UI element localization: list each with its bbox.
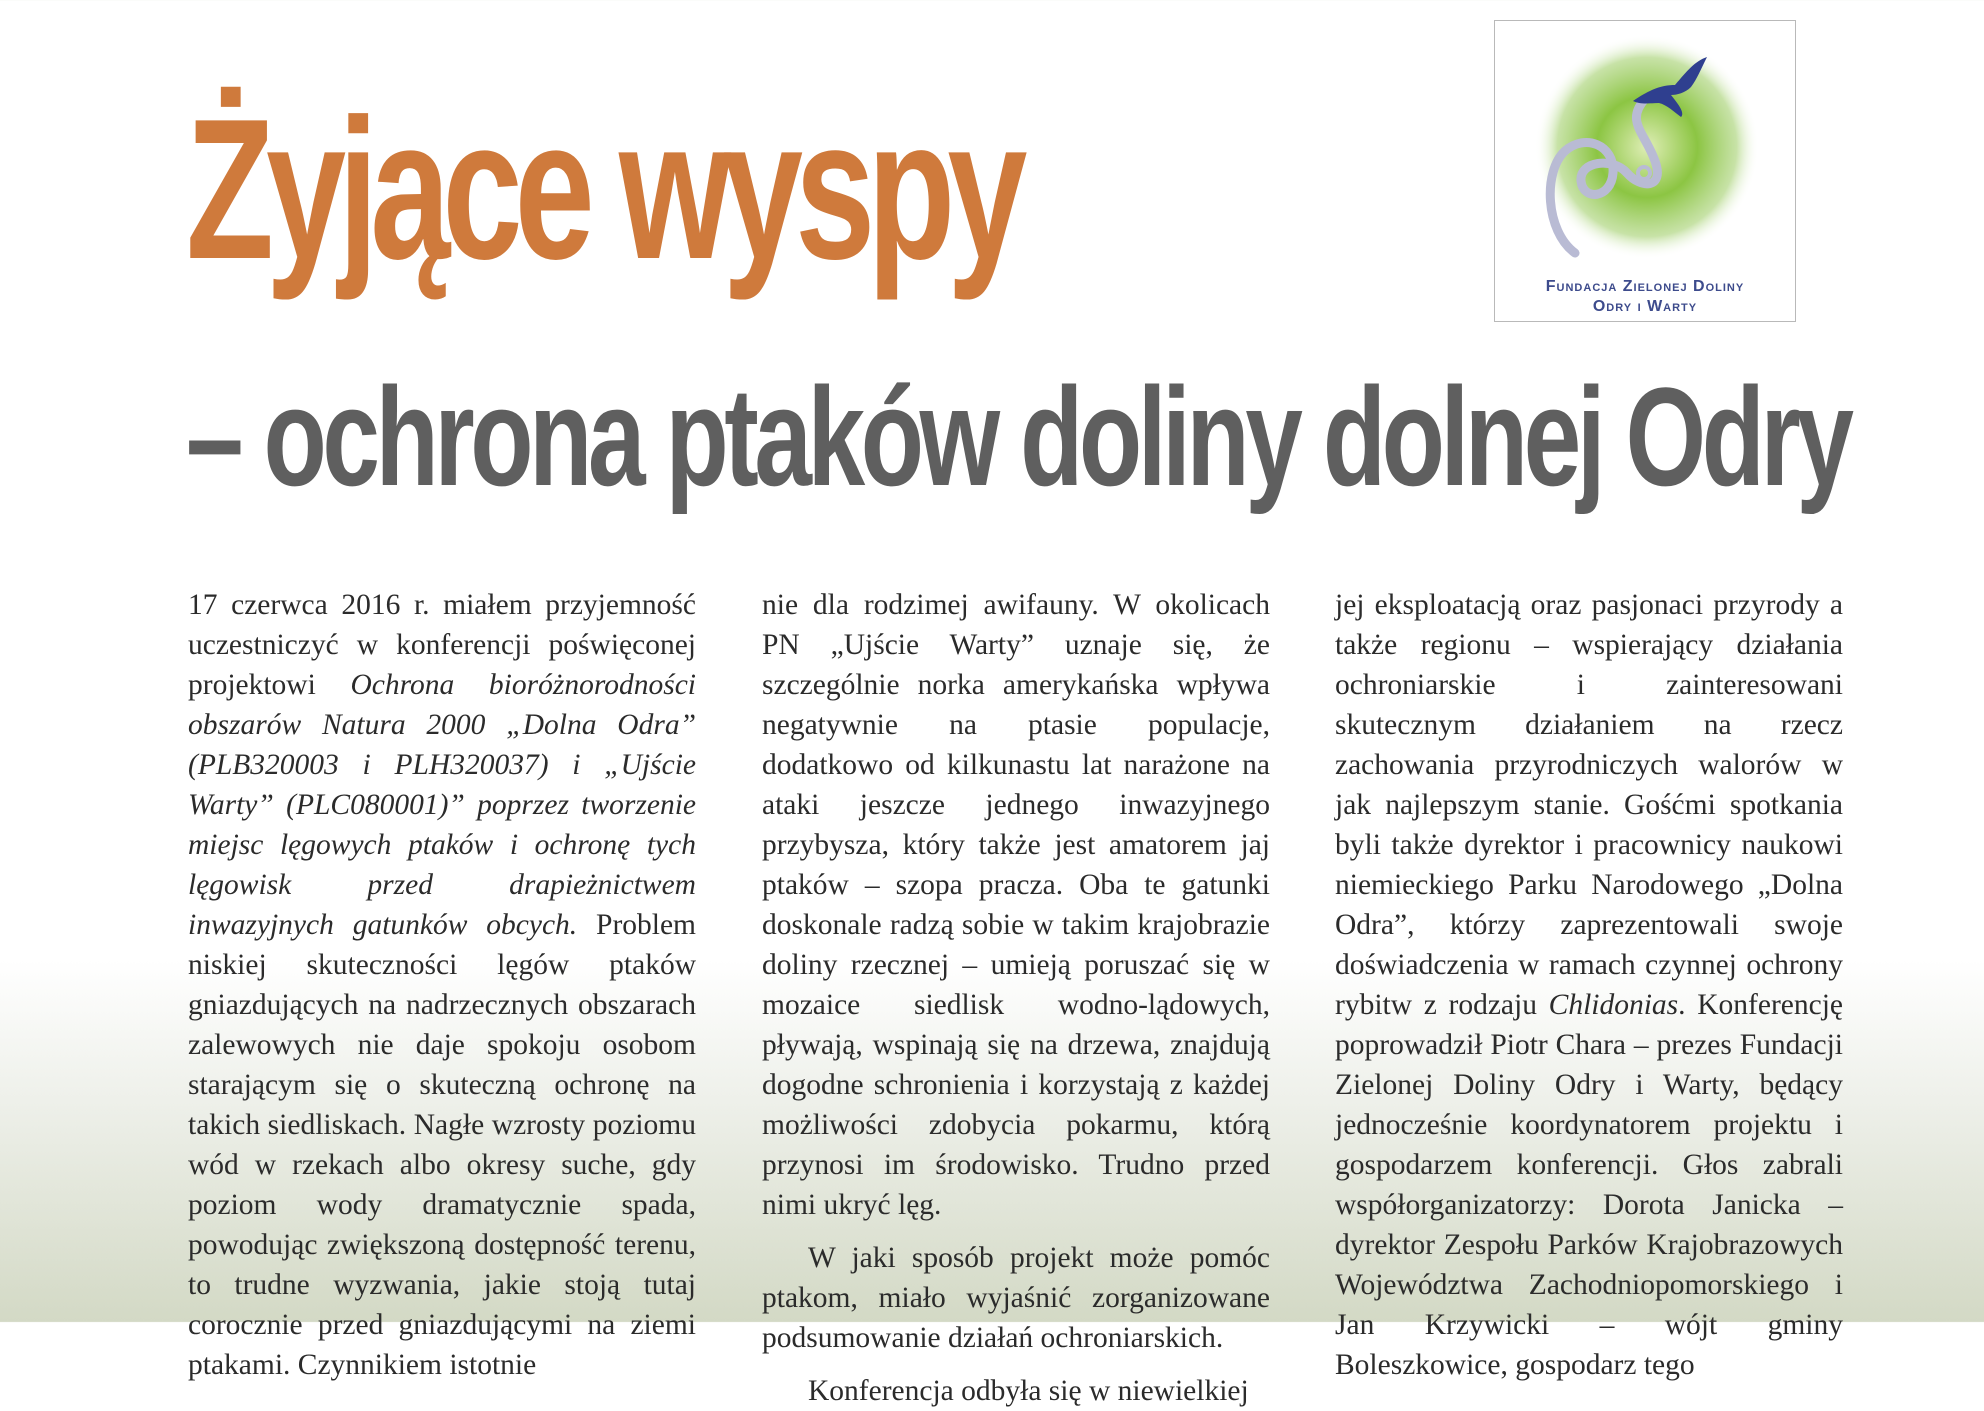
text-run: Problem niskiej skuteczności lęgów ptaków gniazdujących na nadrzecznych obszarach zalewowych nie daje spokoju osobom starającym się o skuteczną ochronę na takich siedliskach. Nagłe wzrosty poziomu wód w rzekach albo okresy suche, gdy poziom wody dramatycznie spada, powodując zwiększoną dostępność terenu, to trudne wyzwania, jakie stoją tutaj corocznie przed gniazdującymi na ziemi ptakami. Czynnikiem istotnie: [188, 909, 696, 1381]
article-column-1: [188, 585, 696, 1385]
foundation-logo: [1494, 20, 1796, 322]
article-column-2: [762, 585, 1270, 1411]
article-title: Żyjące wyspy: [186, 78, 1020, 301]
paragraph: Konferencja odbyła się w niewielkiej: [808, 1375, 1249, 1407]
article-subtitle: – ochrona ptaków doliny dolnej Odry: [186, 358, 1850, 515]
logo-text-line2: Odry i Warty: [1592, 298, 1698, 315]
species-name-italic: Chlidonias: [1548, 989, 1679, 1021]
article-column-3: [1335, 585, 1843, 1385]
paragraph: [1335, 585, 1843, 1385]
paragraph: nie dla rodzimej awifauny. W okolicach PN „Ujście Warty” uznaje się, że szczególnie norka amerykańska wpływa negatywnie na ptasie populacje, dodatkowo od kilkunastu lat narażone na ataki jeszcze jednego inwazyjnego przybysza, który także jest amatorem jaj ptaków – szopa pracza. Oba te gatunki doskonale radzą sobie w takim krajobrazie doliny rzecznej – umieją poruszać się w mozaice siedlisk wodno-lądowych, pływają, wspinają się na drzewa, znajdują dogodne schronienia i korzystają z każdej możliwości zdobycia pokarmu, którą przynosi im środowisko. Trudno przed nimi ukryć lęg.: [762, 589, 1270, 1221]
logo-text-line1: Fundacja Zielonej Doliny: [1545, 278, 1745, 295]
text-run: jej eksploatacją oraz pasjonaci przyrody a także regionu – wspierający działania ochroniarskie i zainteresowani skutecznym działaniem na rzecz zachowania przyrodniczych walorów w jak najlepszym stanie. Gośćmi spotkania byli także dyrektor i pracownicy naukowi niemieckiego Parku Narodowego „Dolna Odra”, którzy zaprezentowali swoje doświadczenia w ramach czynnej ochrony rybitw z rodzaju: [1335, 589, 1843, 1021]
paragraph: [188, 585, 696, 1385]
text-run: . Konferencję poprowadził Piotr Chara – prezes Fundacji Zielonej Doliny Odry i Warty, będący jednocześnie koordynatorem projektu i gospodarzem konferencji. Głos zabrali współorganizatorzy: Dorota Janicka – dyrektor Zespołu Parków Krajobrazowych Województwa Zachodniopomorskiego i Jan Krzywicki – wójt gminy Boleszkowice, gospodarz tego: [1335, 989, 1843, 1381]
paragraph: W jaki sposób projekt może pomóc ptakom, miało wyjaśnić zorganizowane podsumowanie działań ochroniarskich.: [762, 1242, 1270, 1354]
text-run: 17 czerwca 2016 r. miałem przyjemność uczestniczyć w konferencji poświęconej projektowi: [188, 589, 696, 701]
project-title-italic: Ochrona bioróżnorodności obszarów Natura 2000 „Dolna Odra” (PLB320003 i PLH320037) i „Ujście Warty” (PLC080001)” poprzez tworzenie miejsc lęgowych ptaków i ochronę tych lęgowisk przed drapieżnictwem inwazyjnych gatunków obcych.: [188, 669, 696, 941]
